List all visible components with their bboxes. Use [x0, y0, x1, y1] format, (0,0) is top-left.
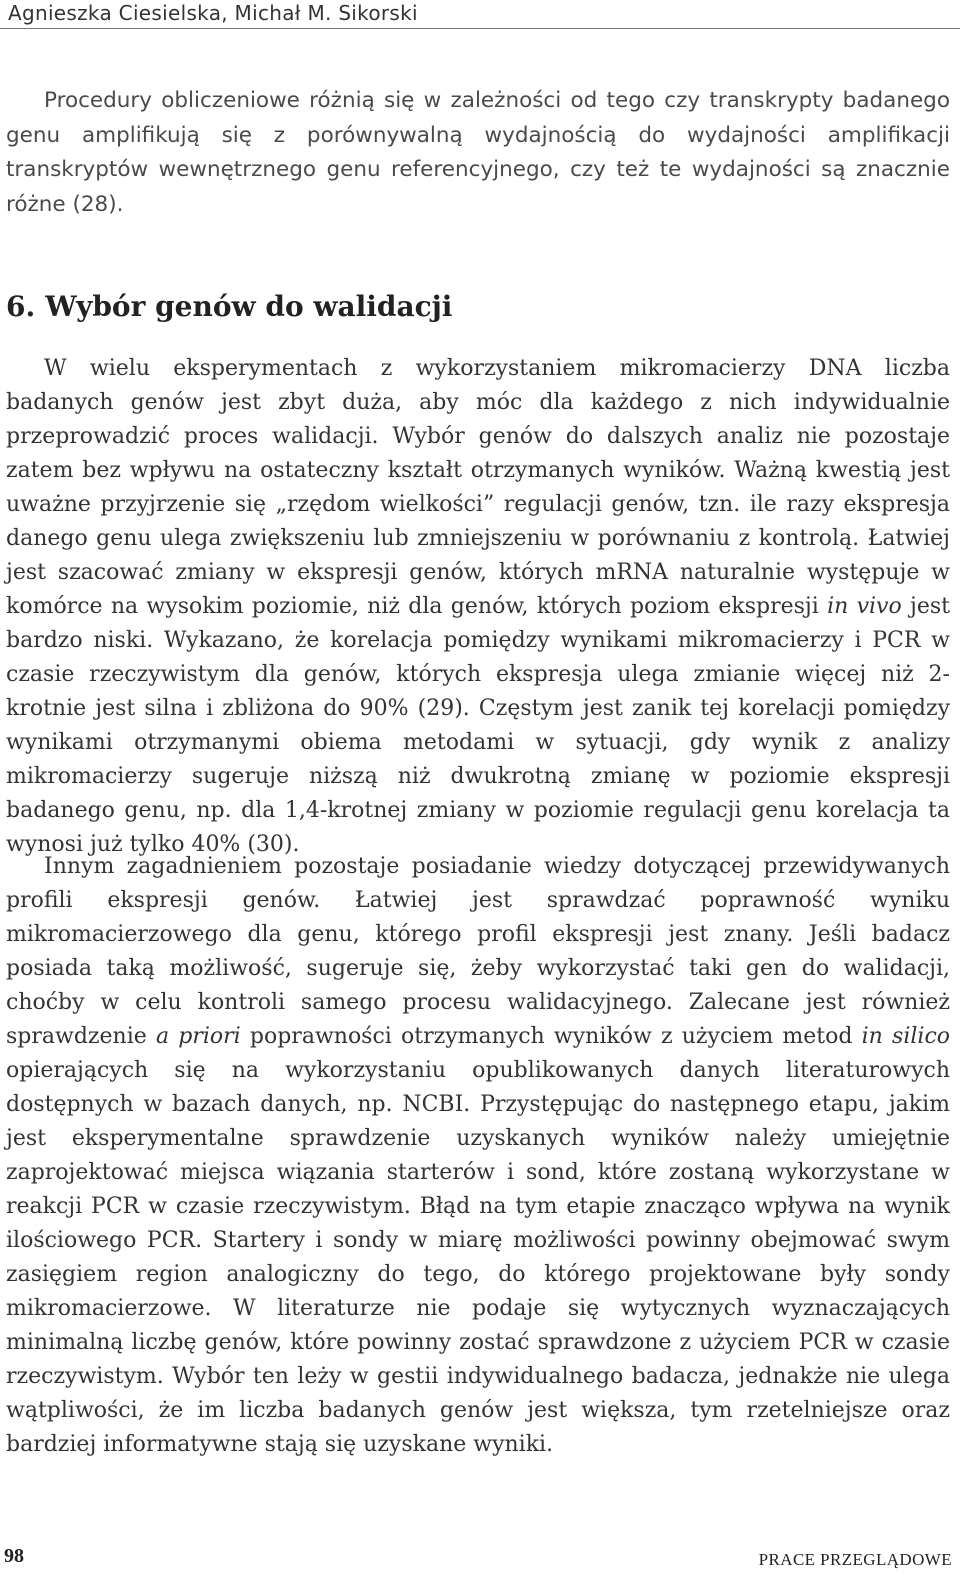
p2-italic-a-priori: a priori — [155, 1024, 241, 1049]
journal-section-label: PRACE PRZEGLĄDOWE — [758, 1550, 952, 1569]
intro-paragraph — [6, 84, 950, 222]
section-number: 6. — [6, 290, 36, 323]
body-paragraph-1 — [6, 352, 950, 862]
intro-paragraph-text: Procedury obliczeniowe różnią się w zależności od tego czy transkrypty badanego genu amplifikują się z porównywalną wydajnością do wydajności amplifikacji transkryptów wewnętrznego genu referencyjnego, czy też te wydajności są znacznie różne (28). — [6, 88, 950, 217]
p2-text-b: poprawności otrzymanych wyników z użyciem metod — [240, 1024, 862, 1049]
section-heading — [6, 290, 452, 323]
page-number: 98 — [4, 1545, 24, 1567]
p2-italic-in-silico: in silico — [861, 1024, 951, 1049]
p1-italic-in-vivo: in vivo — [827, 594, 902, 619]
section-title: Wybór genów do walidacji — [45, 290, 453, 323]
p1-text-b: jest bardzo niski. Wykazano, że korelacja pomiędzy wynikami mikromacierzy i PCR w czasie rzeczywistym dla genów, których ekspresja ulega zmianie więcej niż 2-krotnie jest silna i zbliżona do 90% (29). Częstym jest zanik tej korelacji pomiędzy wynikami otrzymanymi obiema metodami w sytuacji, gdy wynik z analizy mikromacierzy sugeruje niższą niż dwukrotną zmianę w poziomie ekspresji badanego genu, np. dla 1,4-krotnej zmiany w poziomie regulacji genu korelacja ta wynosi już tylko 40% (30). — [6, 594, 950, 857]
running-header-authors: Agnieszka Ciesielska, Michał M. Sikorski — [8, 1, 418, 25]
p1-text-a: W wielu eksperymentach z wykorzystaniem mikromacierzy DNA liczba badanych genów jest zbyt duża, aby móc dla każdego z nich indywidualnie przeprowadzić proces walidacji. Wybór genów do dalszych analiz nie pozostaje zatem bez wpływu na ostateczny kształt otrzymanych wyników. Ważną kwestią jest uważne przyjrzenie się „rzędom wielkości” regulacji genów, tzn. ile razy ekspresja danego genu ulega zwiększeniu lub zmniejszeniu w porównaniu z kontrolą. Łatwiej jest szacować zmiany w ekspresji genów, których mRNA naturalnie występuje w komórce na wysokim poziomie, niż dla genów, których poziom ekspresji — [6, 356, 950, 619]
body-paragraph-2 — [6, 850, 950, 1462]
p2-text-a: Innym zagadnieniem pozostaje posiadanie wiedzy dotyczącej przewidywanych profili ekspresji genów. Łatwiej jest sprawdzać poprawność wyniku mikromacierzowego dla genu, którego profil ekspresji jest znany. Jeśli badacz posiada taką możliwość, sugeruje się, żeby wykorzystać taki gen do walidacji, choćby w celu kontroli samego procesu walidacyjnego. Zalecane jest również sprawdzenie — [6, 854, 950, 1049]
header-rule — [0, 28, 960, 29]
p2-text-c: opierających się na wykorzystaniu opublikowanych danych literaturowych dostępnych w bazach danych, np. NCBI. Przystępując do następnego etapu, jakim jest eksperymentalne sprawdzenie uzyskanych wyników należy umiejętnie zaprojektować miejsca wiązania starterów i sond, które zostaną wykorzystane w reakcji PCR w czasie rzeczywistym. Błąd na tym etapie znacząco wpływa na wynik ilościowego PCR. Startery i sondy w miarę możliwości powinny obejmować swym zasięgiem region analogiczny do tego, do którego projektowane były sondy mikromacierzowe. W literaturze nie podaje się wytycznych wyznaczających minimalną liczbę genów, które powinny zostać sprawdzone z użyciem PCR w czasie rzeczywistym. Wybór ten leży w gestii indywidualnego badacza, jednakże nie ulega wątpliwości, że im liczba badanych genów jest większa, tym rzetelniejsze oraz bardziej informatywne stają się uzyskane wyniki. — [6, 1058, 950, 1457]
